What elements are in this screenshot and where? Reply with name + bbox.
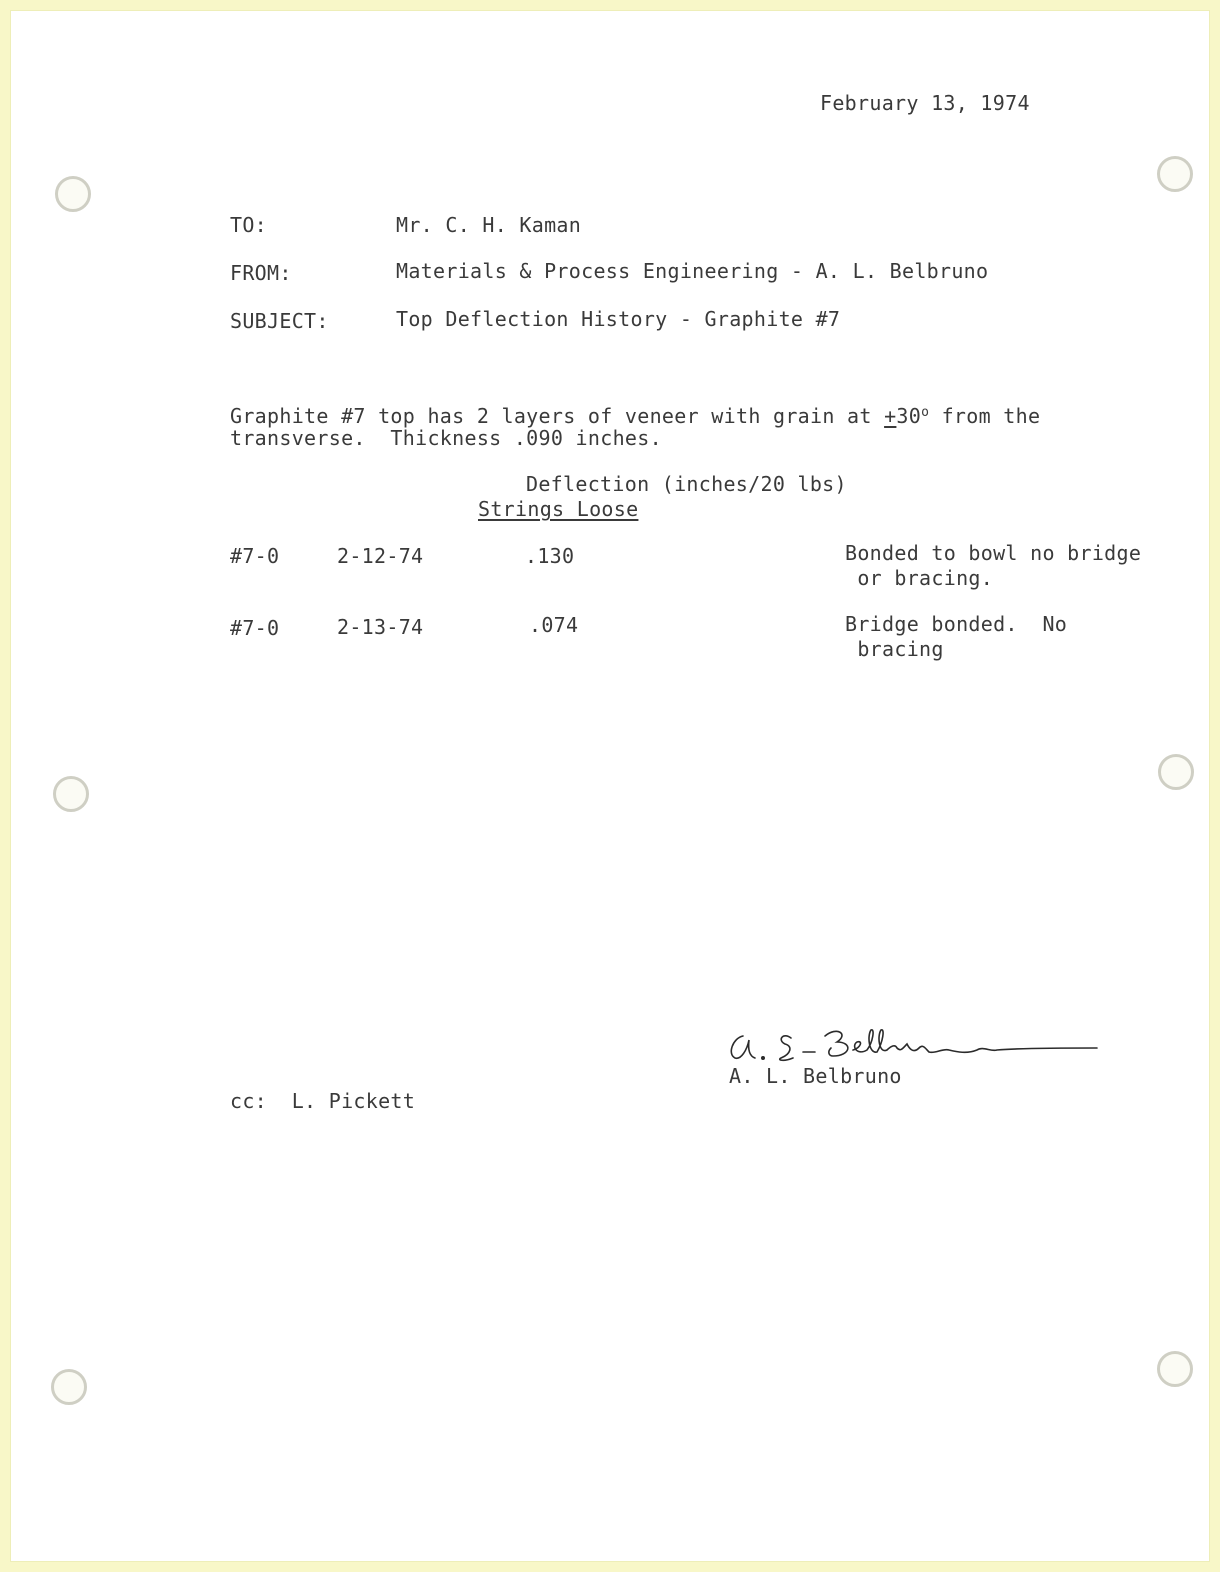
degree-sign: o <box>921 405 930 420</box>
from-label: FROM: <box>230 261 292 285</box>
binder-hole-icon <box>55 176 91 212</box>
row-note: Bridge bonded. No <box>845 612 1068 636</box>
binder-hole-icon <box>1157 1351 1193 1387</box>
row-note: or bracing. <box>845 566 994 590</box>
plus-minus-sign: + <box>884 404 897 428</box>
body-line-2: transverse. Thickness .090 inches. <box>230 426 662 450</box>
row-id: #7-0 <box>230 616 280 640</box>
row-deflection: .074 <box>529 613 579 637</box>
table-title: Deflection (inches/20 lbs) <box>526 472 847 496</box>
to-label: TO: <box>230 213 268 237</box>
cc-line: cc: L. Pickett <box>230 1089 416 1113</box>
body-line-1 <box>230 401 1040 428</box>
to-value: Mr. C. H. Kaman <box>396 213 582 237</box>
memo-page <box>10 10 1210 1562</box>
memo-date: February 13, 1974 <box>820 91 1030 115</box>
subject-value: Top Deflection History - Graphite #7 <box>396 307 841 331</box>
from-value: Materials & Process Engineering - A. L. Belbruno <box>396 259 989 283</box>
row-note: bracing <box>845 637 944 661</box>
row-deflection: .130 <box>525 544 575 568</box>
binder-hole-icon <box>53 776 89 812</box>
angle-value: 30 <box>896 404 922 428</box>
row-id: #7-0 <box>230 544 280 568</box>
body-text: Graphite #7 top has 2 layers of veneer with grain at <box>230 404 885 428</box>
table-subtitle: Strings Loose <box>478 497 639 521</box>
binder-hole-icon <box>51 1369 87 1405</box>
row-note: Bonded to bowl no bridge <box>845 541 1142 565</box>
binder-hole-icon <box>1157 156 1193 192</box>
row-date: 2-12-74 <box>337 544 424 568</box>
row-date: 2-13-74 <box>337 615 424 639</box>
signature-name: A. L. Belbruno <box>729 1064 902 1088</box>
body-text: from the <box>929 404 1041 428</box>
binder-hole-icon <box>1158 754 1194 790</box>
subject-label: SUBJECT: <box>230 309 329 333</box>
